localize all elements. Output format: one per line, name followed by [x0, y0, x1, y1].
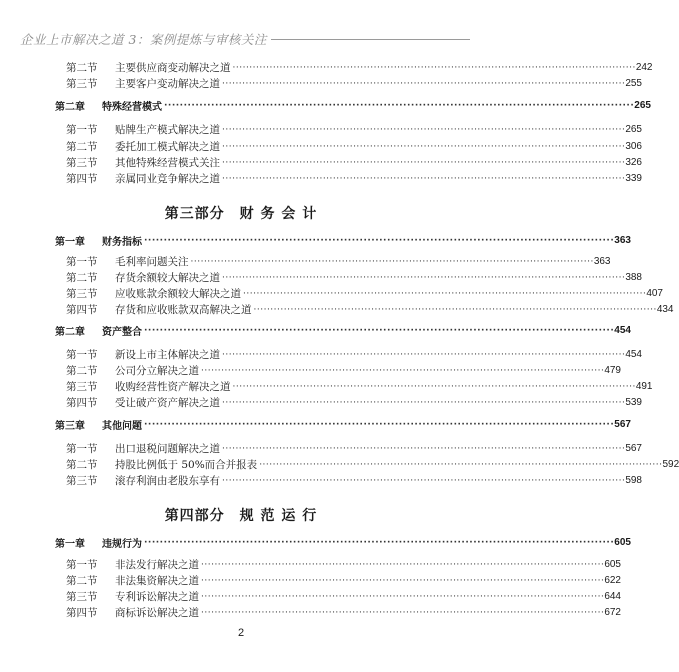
toc-entry-label [55, 60, 231, 75]
section-title: 主要客户变动解决之道 [115, 78, 220, 90]
toc-section-row[interactable] [55, 302, 674, 317]
page-ref: 605 [604, 559, 621, 570]
section-number: 第一节 [66, 443, 98, 455]
page-ref: 265 [634, 100, 651, 111]
page-ref: 454 [625, 349, 642, 360]
toc-entry-label [55, 395, 220, 410]
section-number: 第四节 [66, 304, 98, 316]
toc-section-row[interactable] [55, 557, 621, 572]
toc-section-row[interactable] [55, 473, 642, 488]
section-title: 贴牌生产模式解决之道 [115, 124, 220, 136]
chapter-title: 其他问题 [102, 421, 142, 432]
toc-section-row[interactable] [55, 347, 642, 362]
section-number: 第一节 [66, 559, 98, 571]
toc-entry-label [55, 254, 189, 269]
section-title: 商标诉讼解决之道 [115, 607, 199, 619]
chapter-number: 第二章 [55, 102, 85, 113]
page-ref: 567 [625, 443, 642, 454]
section-title: 其他特殊经营模式关注 [115, 157, 220, 169]
toc-section-row[interactable] [55, 379, 653, 394]
page-ref: 255 [625, 78, 642, 89]
toc-section-row[interactable] [55, 573, 621, 588]
section-number: 第二节 [66, 459, 98, 471]
section-number: 第三节 [66, 591, 98, 603]
section-number: 第三节 [66, 157, 98, 169]
toc-section-row[interactable] [55, 605, 621, 620]
dot-leader: ························································································································ [201, 365, 605, 376]
section-number: 第四节 [66, 173, 98, 185]
dot-leader: ························································································································ [144, 419, 615, 430]
toc-chapter-row[interactable] [55, 535, 631, 550]
toc-section-row[interactable] [55, 270, 642, 285]
toc-entry-label [55, 286, 241, 301]
dot-leader: ························································································································ [201, 575, 605, 586]
toc-entry-label [55, 557, 199, 572]
section-title: 专利诉讼解决之道 [115, 591, 199, 603]
section-number: 第三节 [66, 475, 98, 487]
section-number: 第二节 [66, 62, 98, 74]
page-ref: 491 [635, 381, 653, 392]
dot-leader: ························································································································ [222, 141, 626, 152]
toc-entry-label [55, 441, 220, 456]
dot-leader: ························································································································ [144, 235, 615, 246]
toc-section-row[interactable] [55, 122, 642, 137]
toc-section-row[interactable] [55, 139, 642, 154]
toc-section-row[interactable] [55, 60, 653, 75]
dot-leader: ························································································································ [222, 157, 626, 168]
section-title: 受让破产资产解决之道 [115, 397, 220, 409]
page-ref: 339 [625, 173, 642, 184]
section-title: 存货和应收账款双高解决之道 [115, 304, 252, 316]
section-title: 出口退税问题解决之道 [115, 443, 220, 455]
section-number: 第一节 [66, 124, 98, 136]
chapter-title: 违规行为 [102, 539, 142, 550]
toc-section-row[interactable] [55, 441, 642, 456]
chapter-title: 资产整合 [102, 327, 142, 338]
dot-leader: ························································································································ [144, 325, 615, 336]
toc-section-row[interactable] [55, 286, 663, 301]
section-title: 存货余额较大解决之道 [115, 272, 220, 284]
dot-leader: ························································································································ [164, 100, 635, 111]
dot-leader: ························································································································ [144, 537, 615, 548]
section-number: 第四节 [66, 607, 98, 619]
section-number: 第二节 [66, 141, 98, 153]
page-ref: 567 [614, 419, 631, 430]
dot-leader: ························································································································ [243, 288, 647, 299]
section-title: 应收账款余额较大解决之道 [115, 288, 241, 300]
chapter-number: 第三章 [55, 421, 85, 432]
section-number: 第二节 [66, 365, 98, 377]
dot-leader: ························································································································ [201, 591, 605, 602]
section-title: 新设上市主体解决之道 [115, 349, 220, 361]
page-ref: 605 [614, 537, 631, 548]
toc-entry-label [55, 122, 220, 137]
toc-section-row[interactable] [55, 589, 621, 604]
toc-entry-label [55, 589, 199, 604]
dot-leader: ························································································································ [222, 349, 626, 360]
chapter-title: 特殊经营模式 [102, 102, 162, 113]
dot-leader: ························································································································ [201, 559, 605, 570]
section-title: 持股比例低于 50%而合并报表 [115, 459, 258, 471]
toc-entry-label [55, 98, 162, 113]
dot-leader: ························································································································ [201, 607, 605, 618]
dot-leader: ························································································································ [222, 124, 626, 135]
page-ref: 644 [604, 591, 621, 602]
page-ref: 306 [625, 141, 642, 152]
toc-entry-label [55, 171, 220, 186]
book-title: 企业上市解决之道 3：案例提炼与审核关注 [20, 32, 267, 47]
toc-entry-label [55, 473, 220, 488]
toc-section-row[interactable] [55, 171, 642, 186]
toc-entry-label [55, 535, 142, 550]
page-ref: 407 [646, 288, 663, 299]
dot-leader: ························································································································ [222, 397, 626, 408]
page-ref: 242 [635, 62, 653, 73]
page-ref: 479 [604, 365, 621, 376]
toc-section-row[interactable] [55, 363, 621, 378]
toc-entry-label [55, 417, 142, 432]
toc-entry-label [55, 76, 220, 91]
section-title: 滚存利润由老股东享有 [115, 475, 220, 487]
toc-entry-label [55, 302, 252, 317]
toc-entry-label [55, 155, 220, 170]
dot-leader: ························································································································ [222, 78, 626, 89]
dot-leader: ························································································································ [190, 256, 594, 267]
page-ref: 539 [625, 397, 642, 408]
page-ref: 598 [625, 475, 642, 486]
toc-chapter-row[interactable] [55, 98, 651, 113]
toc-entry-label [55, 457, 257, 472]
chapter-number: 第二章 [55, 327, 85, 338]
toc-entry-label [55, 347, 220, 362]
toc-entry-label [55, 233, 142, 248]
page-ref: 454 [614, 325, 631, 336]
section-title: 毛利率问题关注 [115, 256, 189, 268]
toc-chapter-row[interactable] [55, 233, 631, 248]
section-number: 第三节 [66, 78, 98, 90]
section-number: 第一节 [66, 349, 98, 361]
section-title: 非法发行解决之道 [115, 559, 199, 571]
toc-chapter-row[interactable] [55, 417, 631, 432]
dot-leader: ························································································································ [222, 475, 626, 486]
section-number: 第四节 [66, 397, 98, 409]
dot-leader: ························································································································ [222, 443, 626, 454]
dot-leader: ························································································································ [232, 62, 636, 73]
toc-entry-label [55, 379, 231, 394]
section-title: 委托加工模式解决之道 [115, 141, 220, 153]
dot-leader: ························································································································ [253, 304, 657, 315]
toc-chapter-row[interactable] [55, 323, 631, 338]
dot-leader: ························································································································ [222, 272, 626, 283]
section-title: 亲属同业竞争解决之道 [115, 173, 220, 185]
page-ref: 672 [604, 607, 621, 618]
page-ref: 622 [604, 575, 621, 586]
toc-section-row[interactable] [55, 76, 642, 91]
chapter-title: 财务指标 [102, 237, 142, 248]
chapter-number: 第一章 [55, 237, 85, 248]
page-ref: 592 [662, 459, 679, 470]
toc-entry-label [55, 270, 220, 285]
dot-leader: ························································································································ [259, 459, 663, 470]
dot-leader: ························································································································ [232, 381, 636, 392]
page-ref: 265 [625, 124, 642, 135]
toc-entry-label [55, 139, 220, 154]
page-number: 2 [237, 627, 245, 639]
toc-section-row[interactable] [55, 155, 642, 170]
toc-entry-label [55, 605, 199, 620]
section-number: 第二节 [66, 575, 98, 587]
toc-entry-label [55, 573, 199, 588]
page-ref: 434 [656, 304, 674, 315]
page-ref: 326 [625, 157, 642, 168]
page-ref: 363 [593, 256, 611, 267]
section-number: 第三节 [66, 288, 98, 300]
chapter-number: 第一章 [55, 539, 85, 550]
section-title: 主要供应商变动解决之道 [115, 62, 231, 74]
toc-section-row[interactable] [55, 254, 611, 269]
page-ref: 388 [625, 272, 642, 283]
section-title: 非法集资解决之道 [115, 575, 199, 587]
section-number: 第一节 [66, 256, 98, 268]
section-title: 收购经营性资产解决之道 [115, 381, 231, 393]
section-number: 第二节 [66, 272, 98, 284]
part-heading: 第四部分 规 范 运 行 [164, 508, 318, 524]
toc-section-row[interactable] [55, 457, 679, 472]
toc-entry-label [55, 363, 199, 378]
section-title: 公司分立解决之道 [115, 365, 199, 377]
part-heading: 第三部分 财 务 会 计 [164, 206, 318, 222]
dot-leader: ························································································································ [222, 173, 626, 184]
toc-section-row[interactable] [55, 395, 642, 410]
page-ref: 363 [614, 235, 631, 246]
section-number: 第三节 [66, 381, 98, 393]
toc-entry-label [55, 323, 142, 338]
